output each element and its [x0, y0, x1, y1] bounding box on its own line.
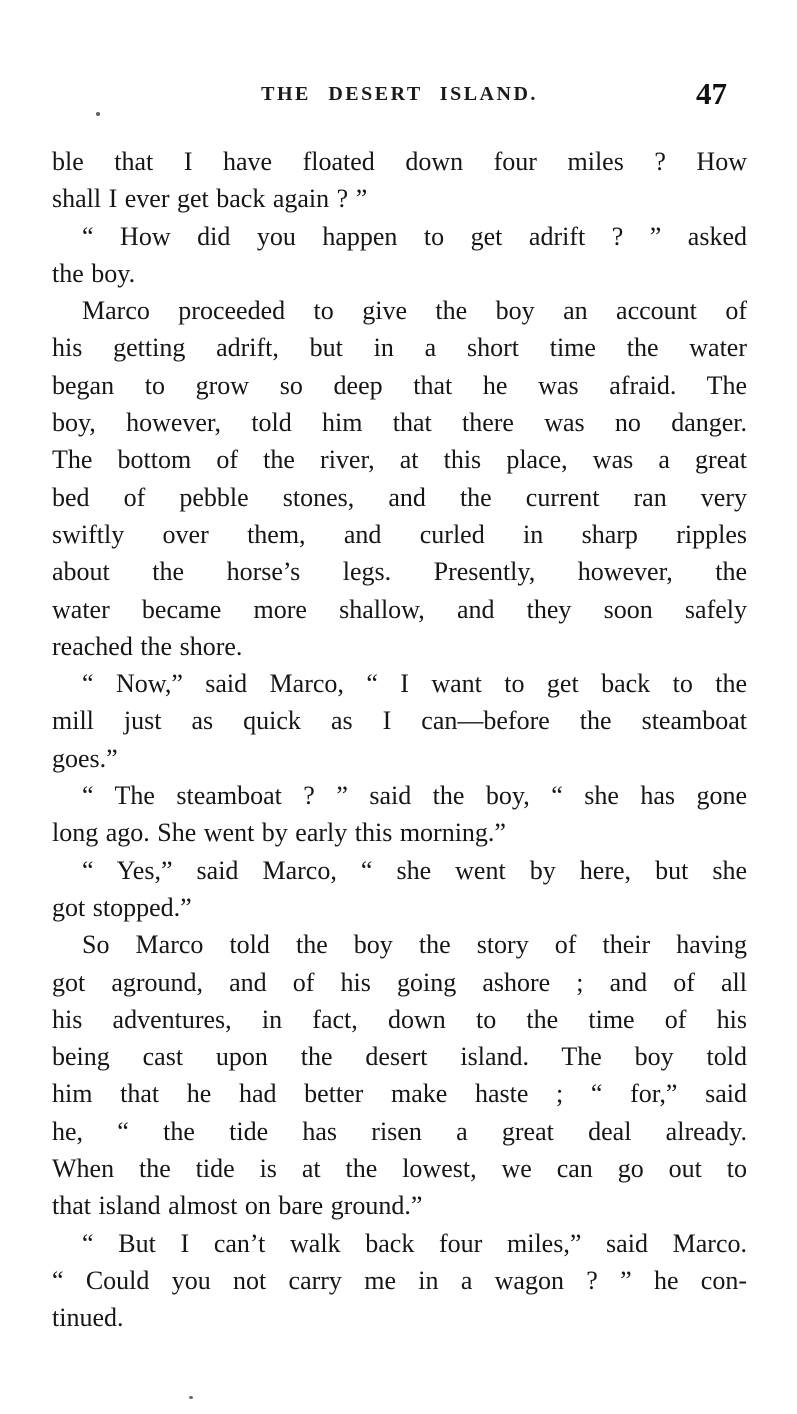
- paragraph: [52, 665, 747, 777]
- text-line: When the tide is at the lowest, we can go out to: [52, 1154, 747, 1184]
- text-line: “ But I can’t walk back four miles,” said Marco.: [82, 1228, 747, 1258]
- text-line: began to grow so deep that he was afraid. The: [52, 370, 747, 400]
- text-line: tinued.: [52, 1303, 124, 1333]
- page-title: THE DESERT ISLAND.: [261, 83, 538, 105]
- text-line: “ Could you not carry me in a wagon ? ” he con-: [52, 1265, 747, 1295]
- text-line: got aground, and of his going ashore ; and of all: [52, 967, 747, 997]
- scan-speck: [96, 112, 100, 116]
- text-line: bed of pebble stones, and the current ran very: [52, 482, 747, 512]
- text-line: water became more shallow, and they soon safely: [52, 594, 747, 624]
- text-line: swiftly over them, and curled in sharp ripples: [52, 519, 747, 549]
- text-line: the boy.: [52, 258, 136, 288]
- paragraph: [52, 218, 747, 293]
- text-line: Marco proceeded to give the boy an account of: [82, 296, 747, 326]
- text-line: “ Now,” said Marco, “ I want to get back to the: [82, 669, 747, 699]
- text-line: his getting adrift, but in a short time the water: [52, 333, 747, 363]
- page-number: 47: [696, 76, 727, 111]
- page-body: [52, 143, 747, 1337]
- text-line: “ Yes,” said Marco, “ she went by here, but she: [82, 855, 747, 885]
- text-line: him that he had better make haste ; “ for,” said: [52, 1079, 747, 1109]
- paragraph: [52, 926, 747, 1224]
- text-line: got stopped.”: [52, 892, 192, 922]
- text-line: boy, however, told him that there was no danger.: [52, 408, 747, 438]
- text-line: mill just as quick as I can—before the steamboat: [52, 706, 747, 736]
- text-line: The bottom of the river, at this place, was a great: [52, 445, 747, 475]
- text-line: goes.”: [52, 743, 118, 773]
- text-line: So Marco told the boy the story of their having: [82, 930, 747, 960]
- text-line: he, “ the tide has risen a great deal already.: [52, 1116, 747, 1146]
- text-line: reached the shore.: [52, 631, 243, 661]
- text-line: ble that I have floated down four miles ? How: [52, 147, 747, 176]
- text-line: about the horse’s legs. Presently, however, the: [52, 557, 747, 587]
- text-line: long ago. She went by early this morning.”: [52, 818, 506, 848]
- text-line: his adventures, in fact, down to the time of his: [52, 1004, 747, 1034]
- paragraph: [52, 143, 747, 218]
- text-line: “ How did you happen to get adrift ? ” asked: [82, 221, 747, 251]
- paragraph: [52, 1225, 747, 1337]
- text-line: that island almost on bare ground.”: [52, 1191, 423, 1221]
- text-line: being cast upon the desert island. The boy told: [52, 1042, 747, 1072]
- page-header: [52, 76, 747, 116]
- text-line: “ The steamboat ? ” said the boy, “ she has gone: [82, 781, 747, 811]
- paragraph: [52, 852, 747, 927]
- paragraph: [52, 777, 747, 852]
- paragraph: [52, 292, 747, 665]
- scan-speck: [189, 1396, 193, 1399]
- text-line: shall I ever get back again ? ”: [52, 184, 368, 214]
